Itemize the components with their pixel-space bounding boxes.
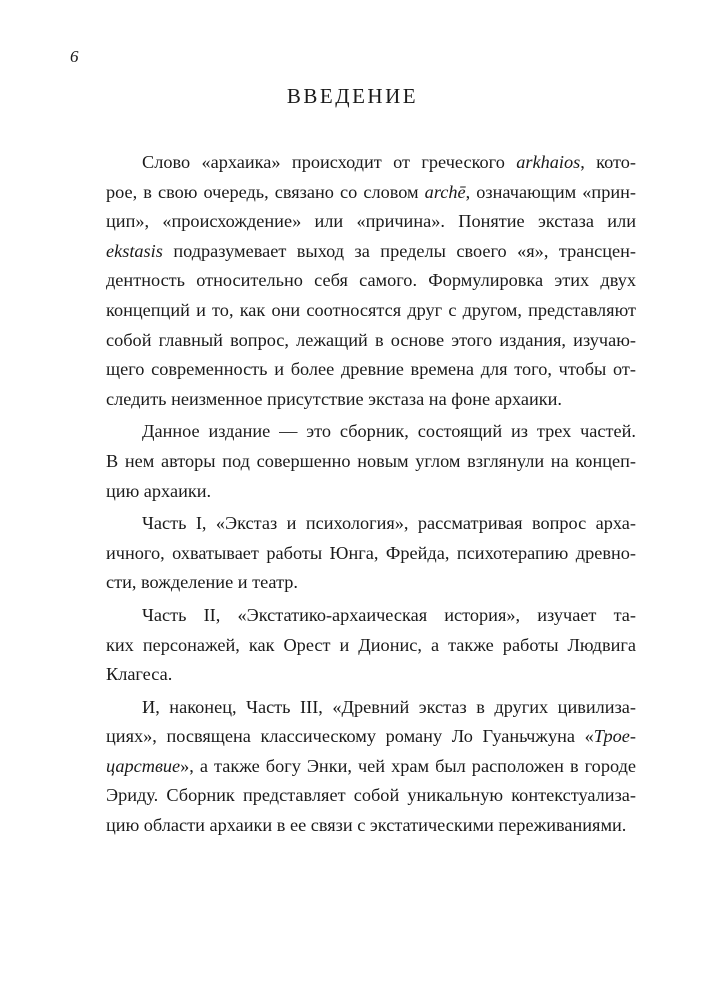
text-segment: концепций и то, как они соотносятся друг с другом, представляют: [106, 299, 636, 320]
text-line: [70, 417, 636, 447]
text-segment: Часть II, «Экстатико-архаическая история», изучает та-: [142, 604, 636, 625]
text-line: [70, 296, 636, 326]
paragraph: [70, 601, 636, 690]
text-line: [70, 326, 636, 356]
text-segment: ичного, охватывает работы Юнга, Фрейда, психотерапию древно-: [106, 542, 636, 563]
paragraph: [70, 417, 636, 506]
paragraph: [70, 148, 636, 414]
text-line: [70, 722, 636, 752]
text-segment: дентность относительно себя самого. Формулировка этих двух: [106, 270, 636, 291]
paragraph: [70, 693, 636, 841]
chapter-title: ВВЕДЕНИЕ: [286, 84, 419, 108]
page-number: 6: [70, 47, 79, 66]
text-segment: циях», посвящена классическому роману Ло Гуаньчжуна «: [106, 726, 594, 747]
text-line: [70, 266, 636, 296]
text-line: [70, 509, 636, 539]
text-segment: подразумевает выход за пределы своего «я», трансцен-: [162, 240, 636, 261]
text-segment: И, наконец, Часть III, «Древний экстаз в других цивилиза-: [142, 696, 636, 717]
italic-term: ekstasis: [106, 240, 163, 261]
text-segment: », а также богу Энки, чей храм был расположен в городе: [180, 755, 636, 776]
text-segment: рое, в свою очередь, связано со словом: [106, 181, 425, 202]
text-segment: , кото-: [580, 152, 636, 172]
text-line: [70, 447, 636, 477]
text-line: [70, 752, 636, 782]
italic-term: Трое-: [593, 726, 636, 747]
text-line: [70, 207, 636, 237]
text-segment: В нем авторы под совершенно новым углом взглянули на концеп-: [106, 450, 636, 471]
text-segment: ких персонажей, как Орест и Дионис, а также работы Людвига: [106, 634, 636, 655]
text-line: [70, 601, 636, 631]
text-line: [70, 660, 636, 690]
text-line: [70, 811, 636, 841]
italic-term: arkhaios: [516, 152, 581, 172]
paragraph: [70, 509, 636, 598]
text-line: [70, 568, 636, 598]
text-line: [70, 148, 636, 178]
text-segment: цию области архаики в ее связи с экстатическими переживаниями.: [106, 815, 627, 836]
body-text: [70, 148, 636, 841]
text-line: [70, 781, 636, 811]
text-segment: цип», «происхождение» или «причина». Понятие экстаза или: [106, 211, 636, 232]
text-segment: Часть I, «Экстаз и психология», рассматривая вопрос арха-: [142, 513, 636, 534]
text-line: [70, 237, 636, 267]
text-segment: Эриду. Сборник представляет собой уникальную контекстуализа-: [106, 785, 636, 806]
italic-term: царствие: [106, 755, 181, 776]
text-segment: Клагеса.: [106, 664, 173, 685]
text-segment: , означающим «прин-: [465, 181, 636, 202]
text-line: [70, 477, 636, 507]
text-line: [70, 385, 636, 415]
text-segment: цию архаики.: [106, 480, 212, 501]
text-line: [70, 355, 636, 385]
text-line: [70, 693, 636, 723]
text-segment: сти, вожделение и театр.: [106, 572, 298, 593]
text-line: [70, 539, 636, 569]
text-line: [70, 631, 636, 661]
text-line: [70, 178, 636, 208]
text-segment: собой главный вопрос, лежащий в основе этого издания, изучаю-: [106, 329, 636, 350]
italic-term: archē: [424, 181, 466, 202]
text-segment: следить неизменное присутствие экстаза на фоне архаики.: [106, 388, 562, 409]
text-segment: Слово «архаика» происходит от греческого: [142, 152, 517, 172]
text-segment: щего современность и более древние времена для того, чтобы от-: [106, 359, 636, 380]
text-segment: Данное издание — это сборник, состоящий из трех частей.: [142, 421, 636, 442]
